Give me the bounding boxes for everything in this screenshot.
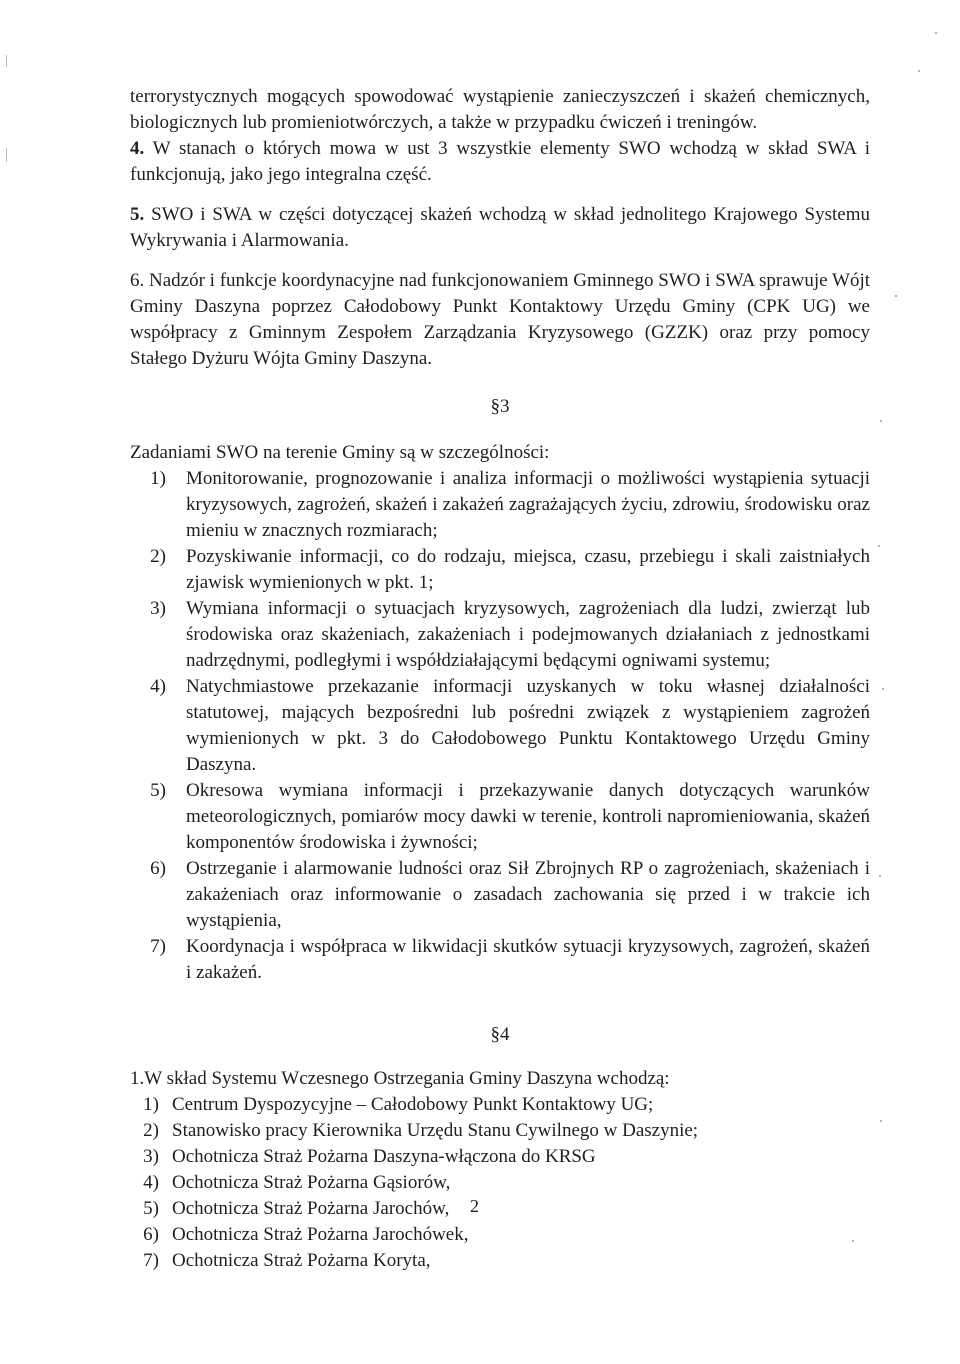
scan-speck	[918, 70, 920, 72]
section-4-list	[130, 1092, 870, 1274]
scan-mark	[6, 55, 7, 67]
list-item: 6) Ochotnicza Straż Pożarna Jarochówek,	[143, 1224, 469, 1245]
paragraph-6-text: Nadzór i funkcje koordynacyjne nad funkcjonowaniem Gminnego SWO i SWA sprawuje Wójt Gminy Daszyna poprzez Całodobowy Punkt Kontaktowy Urzędu Gminy (CPK UG) we współpracy z Gminnym Zespołem Zarządzania Kryzysowego (GZZK) oraz przy pomocy Stałego Dyżuru Wójta Gminy Daszyna.	[130, 270, 871, 369]
paragraph-5	[130, 202, 870, 254]
scan-speck	[935, 32, 937, 34]
paragraph-4-number: 4.	[130, 138, 145, 159]
scan-speck	[878, 545, 880, 547]
paragraph-5-number: 5.	[130, 204, 145, 225]
section-4-intro	[130, 1066, 870, 1092]
section-3-heading: §3	[490, 396, 510, 417]
scan-speck	[880, 1120, 882, 1122]
list-item: 6) Ostrzeganie i alarmowanie ludności oraz Sił Zbrojnych RP o zagrożeniach, skażeniach i zakażeniach oraz informowanie o zasadach zachowania się przed i w trakcie ich wystąpienia,	[150, 858, 870, 931]
section-4-heading: §4	[490, 1024, 510, 1045]
scan-speck	[895, 295, 897, 297]
scan-speck	[879, 875, 881, 877]
list-item: 5) Okresowa wymiana informacji i przekazywanie danych dotyczących warunków meteorologicznych, pomiarów mocy dawki w terenie, kontroli napromieniowania, skażeń komponentów środowiska i żywności;	[150, 780, 870, 853]
paragraph-intro: terrorystycznych mogących spowodować wystąpienie zanieczyszczeń i skażeń chemicznych, biologicznych lub promieniotwórczych, a także w przypadku ćwiczeń i treningów.	[130, 86, 870, 133]
section-3-list	[130, 466, 870, 986]
paragraph-4	[130, 136, 870, 188]
section-3-intro: Zadaniami SWO na terenie Gminy są w szczególności:	[130, 442, 550, 463]
list-item: 1) Monitorowanie, prognozowanie i analiza informacji o możliwości wystąpienia sytuacji kryzysowych, zagrożeń, skażeń i zakażeń zagrażających życiu, zdrowiu, środowisku oraz mieniu w znacznych rozmiarach;	[150, 468, 870, 541]
list-item: 7) Koordynacja i współpraca w likwidacji skutków sytuacji kryzysowych, zagrożeń, skażeń i zakażeń.	[150, 936, 870, 983]
scan-speck	[852, 1240, 854, 1242]
paragraph-6	[130, 268, 870, 372]
scan-speck	[882, 688, 884, 690]
page-number: 2	[470, 1196, 479, 1216]
scan-mark	[6, 148, 7, 162]
list-item: 3) Ochotnicza Straż Pożarna Daszyna-włączona do KRSG	[143, 1146, 596, 1167]
paragraph-6-number: 6.	[130, 270, 145, 291]
list-item: 7) Ochotnicza Straż Pożarna Koryta,	[143, 1250, 431, 1271]
scan-speck	[880, 420, 882, 422]
list-item: 4) Natychmiastowe przekazanie informacji uzyskanych w toku własnej działalności statutowej, mających bezpośredni lub pośredni związek z wystąpieniem zagrożeń wymienionych w pkt. 3 do Całodobowego Punktu Kontaktowego Urzędu Gminy Daszyna.	[150, 676, 870, 775]
document-body	[130, 84, 870, 1274]
paragraph-4-text: W stanach o których mowa w ust 3 wszystkie elementy SWO wchodzą w skład SWA i funkcjonują, jako jego integralna część.	[130, 138, 870, 185]
list-item: 3) Wymiana informacji o sytuacjach kryzysowych, zagrożeniach dla ludzi, zwierząt lub środowiska oraz skażeniach, zakażeniach i podejmowanych działaniach z jednostkami nadrzędnymi, podległymi i współdziałającymi będącymi ogniwami systemu;	[150, 598, 870, 671]
list-item: 2) Pozyskiwanie informacji, co do rodzaju, miejsca, czasu, przebiegu i skali zaistniałych zjawisk wymienionych w pkt. 1;	[150, 546, 870, 593]
list-item: 4) Ochotnicza Straż Pożarna Gąsiorów,	[143, 1172, 451, 1193]
section-4-intro-number: 1.	[130, 1068, 145, 1089]
list-item: 2) Stanowisko pracy Kierownika Urzędu Stanu Cywilnego w Daszynie;	[143, 1120, 699, 1141]
list-item: 1) Centrum Dyspozycyjne – Całodobowy Punkt Kontaktowy UG;	[143, 1094, 654, 1115]
section-4-intro-text: W skład Systemu Wczesnego Ostrzegania Gminy Daszyna wchodzą:	[144, 1068, 670, 1089]
paragraph-5-text: SWO i SWA w części dotyczącej skażeń wchodzą w skład jednolitego Krajowego Systemu Wykrywania i Alarmowania.	[130, 204, 871, 251]
list-item: 5) Ochotnicza Straż Pożarna Jarochów,	[143, 1198, 450, 1219]
